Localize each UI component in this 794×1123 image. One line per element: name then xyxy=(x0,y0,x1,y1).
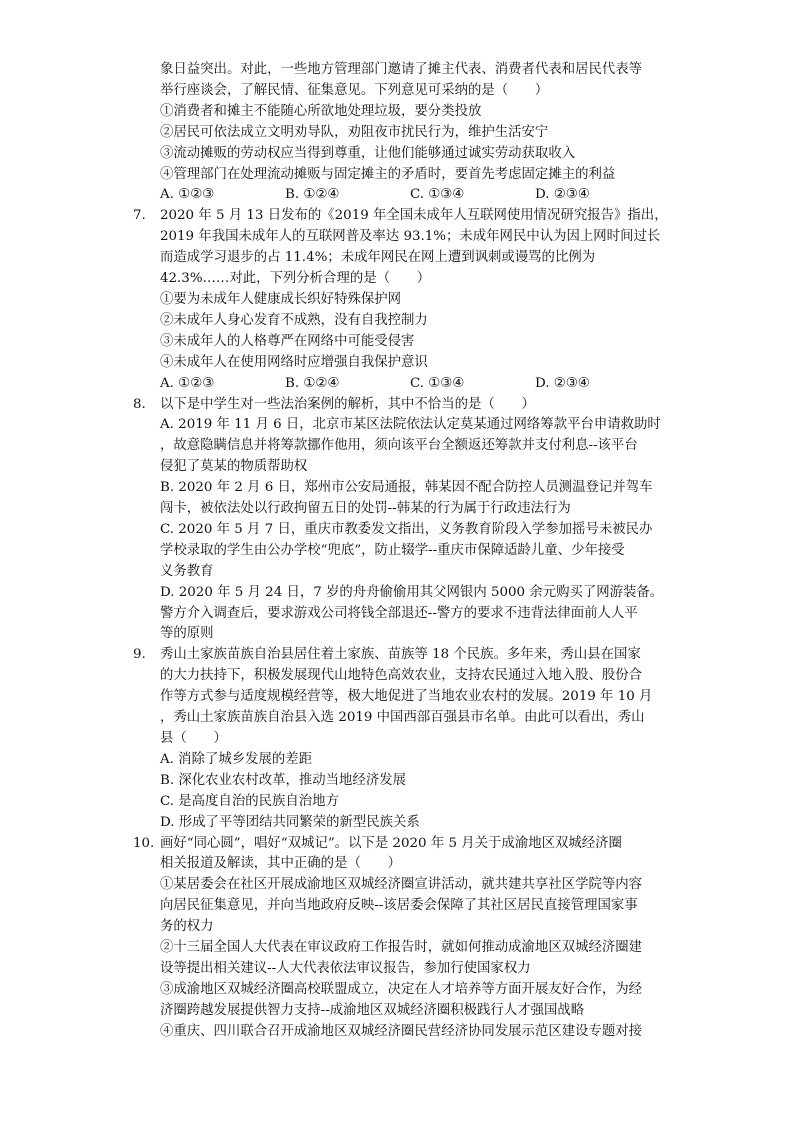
question-9 xyxy=(133,645,660,833)
q10-statement: 设等提出相关建议--人大代表依法审议报告，参加行使国家权力 xyxy=(160,960,531,976)
q8-option-b: B. 2020 年 2 月 6 日，郑州市公安局通报，韩某因不配合防控人员测温登记并驾车 xyxy=(160,480,653,496)
q8-option-d: 警方介入调查后，要求游戏公司将钱全部退还--警方的要求不违背法律面前人人平 xyxy=(160,605,638,621)
q7-statement: ③未成年人的人格尊严在网络中可能受侵害 xyxy=(160,333,415,349)
q8-option-c: 学校录取的学生由公办学校“兜底”，防止辍学--重庆市保障适龄儿童、少年接受 xyxy=(160,542,625,558)
q10-statement: ①某居委会在社区开展成渝地区双城经济圈宣讲活动，就共建共享社区学院等内容 xyxy=(160,877,643,893)
q6-option-c: C. ①③④ xyxy=(410,187,465,203)
question-6 xyxy=(160,60,660,206)
q6-line: 象日益突出。对此，一些地方管理部门邀请了摊主代表、消费者代表和居民代表等 xyxy=(160,62,643,77)
question-number: 10. xyxy=(133,835,155,851)
q8-option-c: 义务教育 xyxy=(160,563,214,579)
q10-line: 画好“同心圆”，唱好“双城记”。以下是 2020 年 5 月关于成渝地区双城经济圈 xyxy=(160,835,622,851)
q8-option-a: 侵犯了莫某的物质帮助权 xyxy=(160,459,308,475)
q10-statement: ②十三届全国人大代表在审议政府工作报告时，就如何推动成渝地区双城经济圈建 xyxy=(160,940,643,956)
question-7 xyxy=(133,206,668,394)
q8-option-d: D. 2020 年 5 月 24 日，7 岁的舟舟偷偷用其父网银内 5000 余元购买了网游装备。 xyxy=(160,584,664,600)
q6-statement: ③流动摊贩的劳动权应当得到尊重，让他们能够通过诚实劳动获取收入 xyxy=(160,145,576,161)
q6-option-d: D. ②③④ xyxy=(535,187,590,203)
q9-line: 的大力扶持下，积极发展现代山地特色高效农业，支持农民通过入地入股、股份合 xyxy=(160,668,643,684)
q7-statement: ②未成年人身心发育不成熟，没有自我控制力 xyxy=(160,312,428,328)
q7-line: 2020 年 5 月 13 日发布的《2019 年全国未成年人互联网使用情况研究报告》指出， xyxy=(160,208,668,224)
q10-statement: 务的权力 xyxy=(160,919,214,935)
q7-option-a: A. ①②③ xyxy=(160,375,215,391)
q9-option-a: A. 消除了城乡发展的差距 xyxy=(160,751,313,767)
q9-option-d: D. 形成了平等团结共同繁荣的新型民族关系 xyxy=(160,814,420,830)
q8-option-a: A. 2019 年 11 月 6 日，北京市某区法院依法认定莫某通过网络筹款平台申请救助时 xyxy=(160,417,661,433)
q7-options xyxy=(160,374,660,395)
q7-line: 而造成学习退步的占 11.4%；未成年网民在网上遭到讽刺或谩骂的比例为 xyxy=(160,250,596,266)
q7-option-b: B. ①②④ xyxy=(285,375,340,391)
q6-option-b: B. ①②④ xyxy=(285,187,340,203)
exam-page xyxy=(133,60,668,1043)
q10-statement: 向居民征集意见，并向当地政府反映--该居委会保障了其社区居民直接管理国家事 xyxy=(160,898,638,914)
q8-stem: 以下是中学生对一些法治案例的解析，其中不恰当的是（ ） xyxy=(160,396,535,412)
q6-statement: ②居民可依法成立文明劝导队，劝阻夜市扰民行为，维护生活安宁 xyxy=(160,124,549,140)
q10-statement: 济圈跨越发展提供智力支持--成渝地区双城经济圈积极践行人才强国战略 xyxy=(160,1002,585,1018)
q6-option-a: A. ①②③ xyxy=(160,187,215,203)
q9-line: 县（ ） xyxy=(160,731,227,746)
q7-statement: ④未成年人在使用网络时应增强自我保护意识 xyxy=(160,354,428,370)
question-10 xyxy=(133,834,660,1043)
question-number: 9. xyxy=(133,647,146,663)
q7-statement: ①要为未成年人健康成长织好特殊保护网 xyxy=(160,291,402,307)
q10-statement: ④重庆、四川联合召开成渝地区双城经济圈民营经济协同发展示范区建设专题对接 xyxy=(160,1023,643,1039)
q10-line: 相关报道及解读，其中正确的是（ ） xyxy=(160,856,402,872)
question-number: 8. xyxy=(133,396,146,412)
q10-statement: ③成渝地区双城经济圈高校联盟成立，决定在人才培养等方面开展友好合作，为经 xyxy=(160,981,643,997)
q8-option-d: 等的原则 xyxy=(160,626,214,642)
question-number: 7. xyxy=(133,208,146,224)
q6-statement: ④管理部门在处理流动摊贩与固定摊主的矛盾时，要首先考虑固定摊主的利益 xyxy=(160,166,616,182)
q9-line: ，秀山土家族苗族自治县入选 2019 中国西部百强县市名单。由此可以看出，秀山 xyxy=(160,710,645,726)
q9-line: 秀山土家族苗族自治县居住着土家族、苗族等 18 个民族。多年来，秀山县在国家 xyxy=(160,647,641,663)
q7-line: 2019 年我国未成年人的互联网普及率达 93.1%；未成年网民中认为因上网时间过长 xyxy=(160,229,661,245)
q7-option-c: C. ①③④ xyxy=(410,375,465,391)
q8-option-c: C. 2020 年 5 月 7 日，重庆市教委发文指出，义务教育阶段入学参加摇号未被民办 xyxy=(160,521,653,537)
q9-option-b: B. 深化农业农村改革，推动当地经济发展 xyxy=(160,772,406,788)
q8-option-a: ，故意隐瞒信息并将筹款挪作他用，须向该平台全额返还筹款并支付利息--该平台 xyxy=(160,438,638,454)
q6-statement: ①消费者和摊主不能随心所欲地处理垃圾，要分类投放 xyxy=(160,103,482,119)
question-8 xyxy=(133,395,664,646)
q6-line: 举行座谈会，了解民情、征集意见。下列意见可采纳的是（ ） xyxy=(160,82,549,98)
q6-options xyxy=(160,185,660,206)
q7-line: 42.3%……对此，下列分析合理的是（ ） xyxy=(160,271,431,287)
q8-option-b: 闯卡，被依法处以行政拘留五日的处罚--韩某的行为属于行政违法行为 xyxy=(160,501,571,517)
q9-line: 作等方式参与适度规模经营等，极大地促进了当地农业农村的发展。2019 年 10 月 xyxy=(160,689,653,705)
q9-option-c: C. 是高度自治的民族自治地方 xyxy=(160,793,339,809)
q7-option-d: D. ②③④ xyxy=(535,375,590,391)
